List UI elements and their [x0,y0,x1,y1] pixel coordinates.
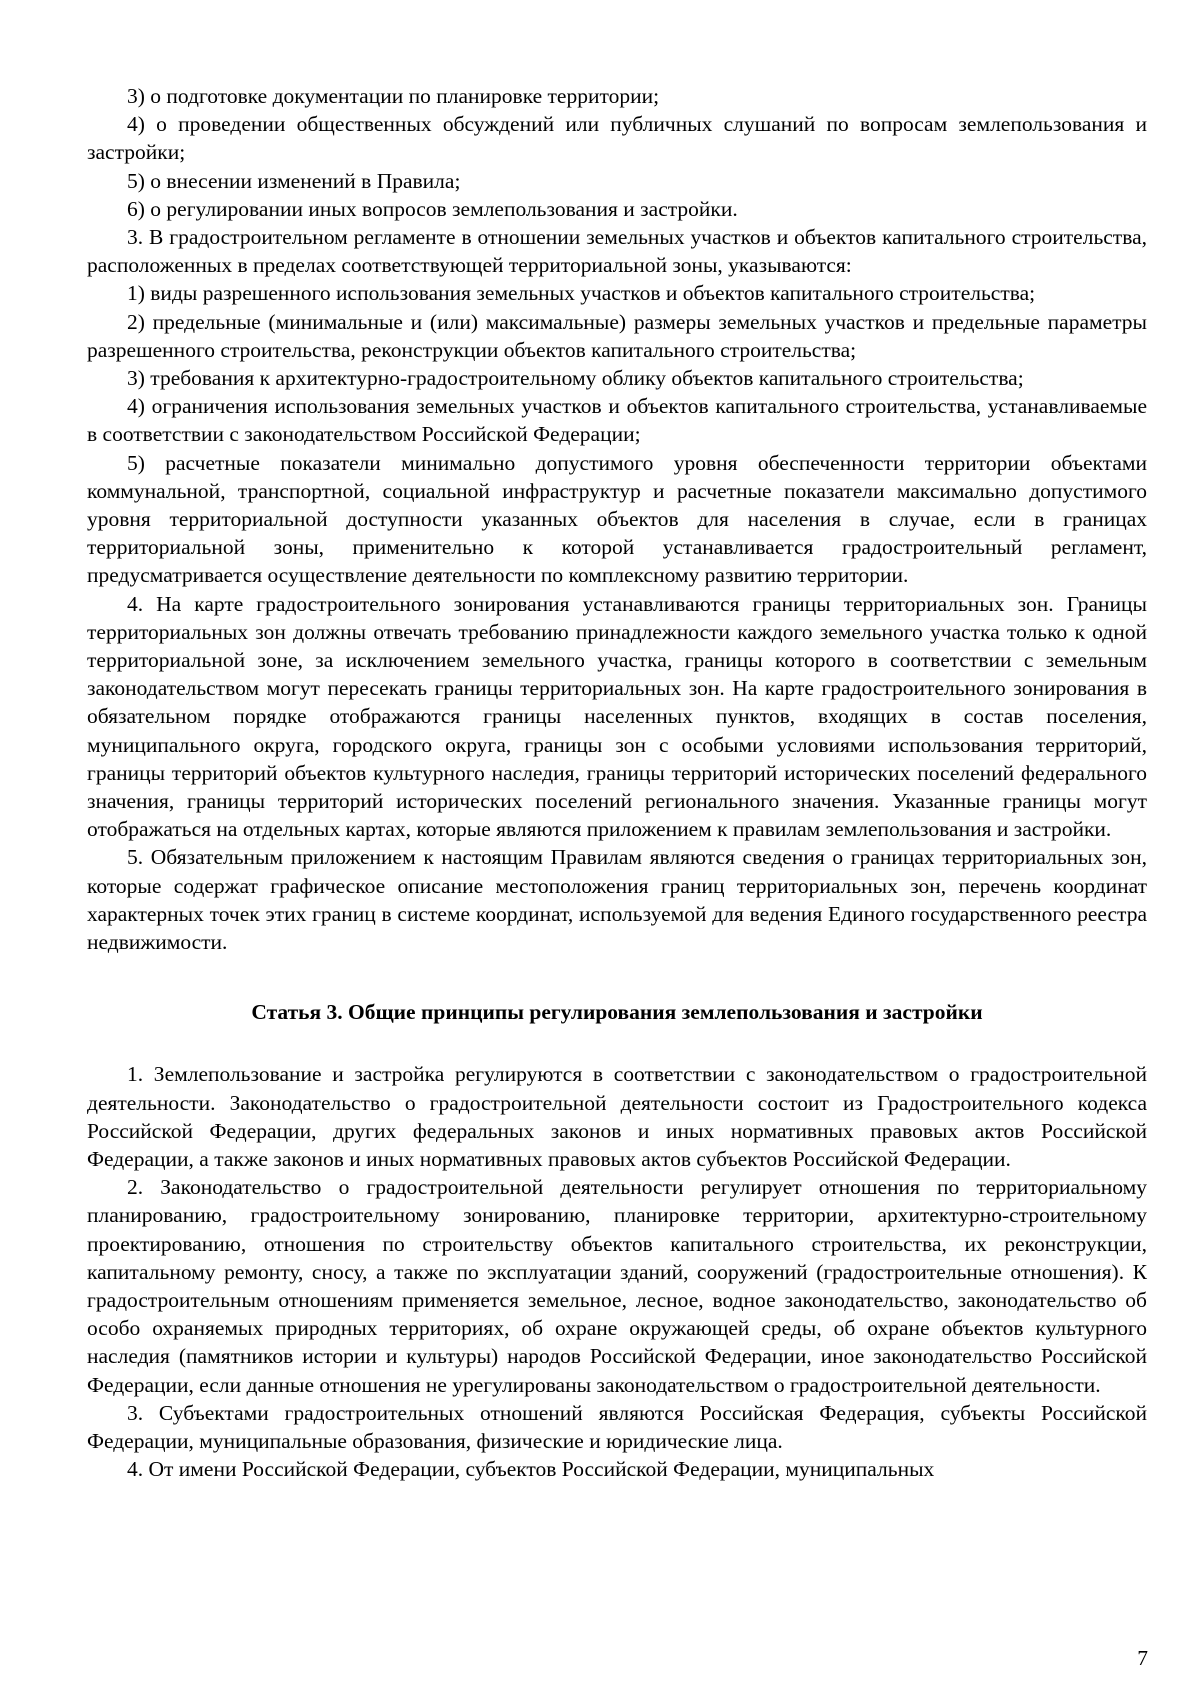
top-section [87,82,1147,956]
list-item-4: 4) о проведении общественных обсуждений или публичных слушаний по вопросам землепользования и застройки; [87,112,1147,165]
document-page [87,82,1147,1483]
list-item-6: 6) о регулировании иных вопросов землепользования и застройки. [127,196,738,221]
clause-5: 5. Обязательным приложением к настоящим Правилам являются сведения о границах территориальных зон, которые содержат графическое описание местоположения границ территориальных зон, перечень координат характерных точек этих границ в системе координат, используемой для ведения Единого государственного реестра недвижимости. [87,845,1147,955]
subclause-2: 2) предельные (минимальные и (или) максимальные) размеры земельных участков и предельные параметры разрешенного строительства, реконструкции объектов капитального строительства; [87,309,1147,362]
clause-4: 4. На карте градостроительного зонирования устанавливаются границы территориальных зон. Границы территориальных зон должны отвечать требованию принадлежности каждого земельного участка только к одной территориальной зоне, за исключением земельного участка, границы которого в соответствии с земельным законодательством могут пересекать границы территориальных зон. На карте градостроительного зонирования в обязательном порядке отображаются границы населенных пунктов, входящих в состав поселения, муниципального округа, городского округа, границы зон с особыми условиями использования территорий, границы территорий объектов культурного наследия, границы территорий исторических поселений федерального значения, границы территорий исторических поселений регионального значения. Указанные границы могут отображаться на отдельных картах, которые являются приложением к правилам землепользования и застройки. [87,591,1147,842]
subclause-3: 3) требования к архитектурно-градостроительному облику объектов капитального строительства; [127,366,1024,391]
subclause-5: 5) расчетные показатели минимально допустимого уровня обеспеченности территории объектами коммунальной, транспортной, социальной инфраструктур и расчетные показатели максимально допустимого уровня территориальной доступности указанных объектов для населения в случае, если в границах территориальной зоны, применительно к которой устанавливается градостроительный регламент, предусматривается осуществление деятельности по комплексному развитию территории. [87,450,1147,588]
list-item-3: 3) о подготовке документации по планировке территории; [127,84,660,108]
article-3-clause-3: 3. Субъектами градостроительных отношений являются Российская Федерация, субъекты Российской Федерации, муниципальные образования, физические и юридические лица. [87,1400,1147,1453]
article-heading: Статья 3. Общие принципы регулирования землепользования и застройки [251,1000,983,1025]
article-3-clause-2: 2. Законодательство о градостроительной деятельности регулирует отношения по территориальному планированию, градостроительному зонированию, планировке территории, архитектурно-строительному проектированию, отношения по строительству объектов капитального строительства, их реконструкции, капитальному ремонту, сносу, а также по эксплуатации зданий, сооружений (градостроительные отношения). К градостроительным отношениям применяется земельное, лесное, водное законодательство, законодательство об особо охраняемых природных территориях, об охране окружающей среды, об охране объектов культурного наследия (памятников истории и культуры) народов Российской Федерации, иное законодательство Российской Федерации, если данные отношения не урегулированы законодательством о градостроительной деятельности. [87,1175,1147,1397]
subclause-4: 4) ограничения использования земельных участков и объектов капитального строительства, устанавливаемые в соответствии с законодательством Российской Федерации; [87,394,1147,447]
subclause-1: 1) виды разрешенного использования земельных участков и объектов капитального строительства; [127,281,1036,306]
clause-3: 3. В градостроительном регламенте в отношении земельных участков и объектов капитального строительства, расположенных в пределах соответствующей территориальной зоны, указываются: [87,225,1147,278]
article-3-clause-4: 4. От имени Российской Федерации, субъектов Российской Федерации, муниципальных [127,1457,935,1482]
page-number: 7 [1137,1646,1148,1670]
article-3-section [87,1060,1147,1483]
list-item-5: 5) о внесении изменений в Правила; [127,168,461,193]
article-3-clause-1: 1. Землепользование и застройка регулируются в соответствии с законодательством о градостроительной деятельности. Законодательство о градостроительной деятельности состоит из Градостроительного кодекса Российской Федерации, других федеральных законов и иных нормативных правовых актов Российской Федерации, а также законов и иных нормативных правовых актов субъектов Российской Федерации. [87,1062,1147,1171]
